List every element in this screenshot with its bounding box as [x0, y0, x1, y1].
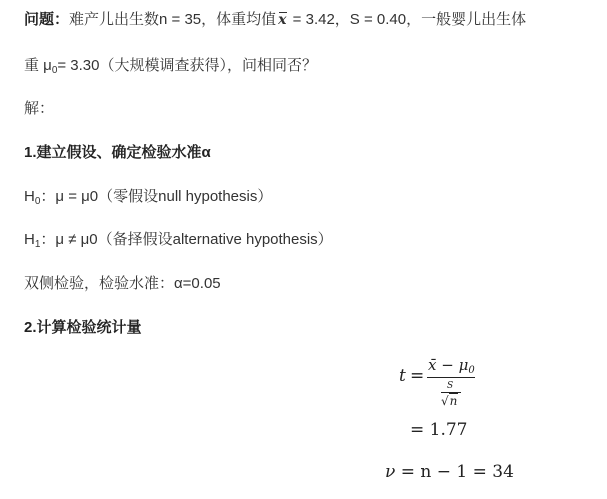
h0-main: H — [24, 188, 35, 205]
h1-line — [24, 230, 333, 255]
problem-line2-b: = 3.30（大规模调查获得），问相同否？ — [57, 57, 317, 74]
t-equals-sign: = — [410, 366, 425, 386]
h1-text: ：μ ≠ μ0（备择假设alternative hypothesis） — [40, 231, 333, 248]
main-fraction-bar — [427, 377, 475, 378]
inner-numerator: S — [447, 381, 454, 391]
numerator-expression: x̄ − μ — [428, 356, 469, 374]
df-expression: = n − 1 = 34 — [395, 462, 514, 482]
numerator-subscript: 0 — [468, 365, 475, 376]
step1-heading: 1.建立假设、确定检验水准α — [24, 144, 211, 161]
problem-text-a: 难产儿出生数n = 35，体重均值 — [69, 11, 277, 28]
df-variable: ν — [385, 462, 396, 482]
h1-main: H — [24, 231, 35, 248]
h0-subscript: 0 — [34, 196, 41, 207]
sqrt-icon: √ — [441, 394, 449, 408]
t-result: = 1.77 — [410, 420, 468, 440]
mu-subscript: 0 — [51, 65, 58, 76]
degrees-of-freedom — [385, 462, 514, 482]
problem-line-2 — [24, 56, 317, 81]
problem-colon: ： — [54, 11, 70, 28]
xbar-symbol: x — [278, 12, 287, 28]
solution-label: 解： — [24, 100, 55, 117]
problem-label: 问题 — [24, 11, 55, 28]
step2-heading: 2.计算检验统计量 — [24, 319, 142, 336]
problem-line-1 — [24, 10, 526, 30]
sqrt-expression — [441, 394, 458, 408]
sqrt-argument: n — [449, 394, 458, 408]
test-level-line: 双侧检验，检验水准：α=0.05 — [24, 275, 221, 292]
t-variable: t — [399, 366, 406, 386]
problem-text-b: = 3.42，S = 0.40，一般婴儿出生体 — [288, 11, 527, 28]
problem-line2-a: 重 μ — [24, 57, 52, 74]
h0-line — [24, 187, 272, 212]
h0-text: ：μ = μ0（零假设null hypothesis） — [40, 188, 273, 205]
h1-subscript: 1 — [34, 239, 41, 250]
